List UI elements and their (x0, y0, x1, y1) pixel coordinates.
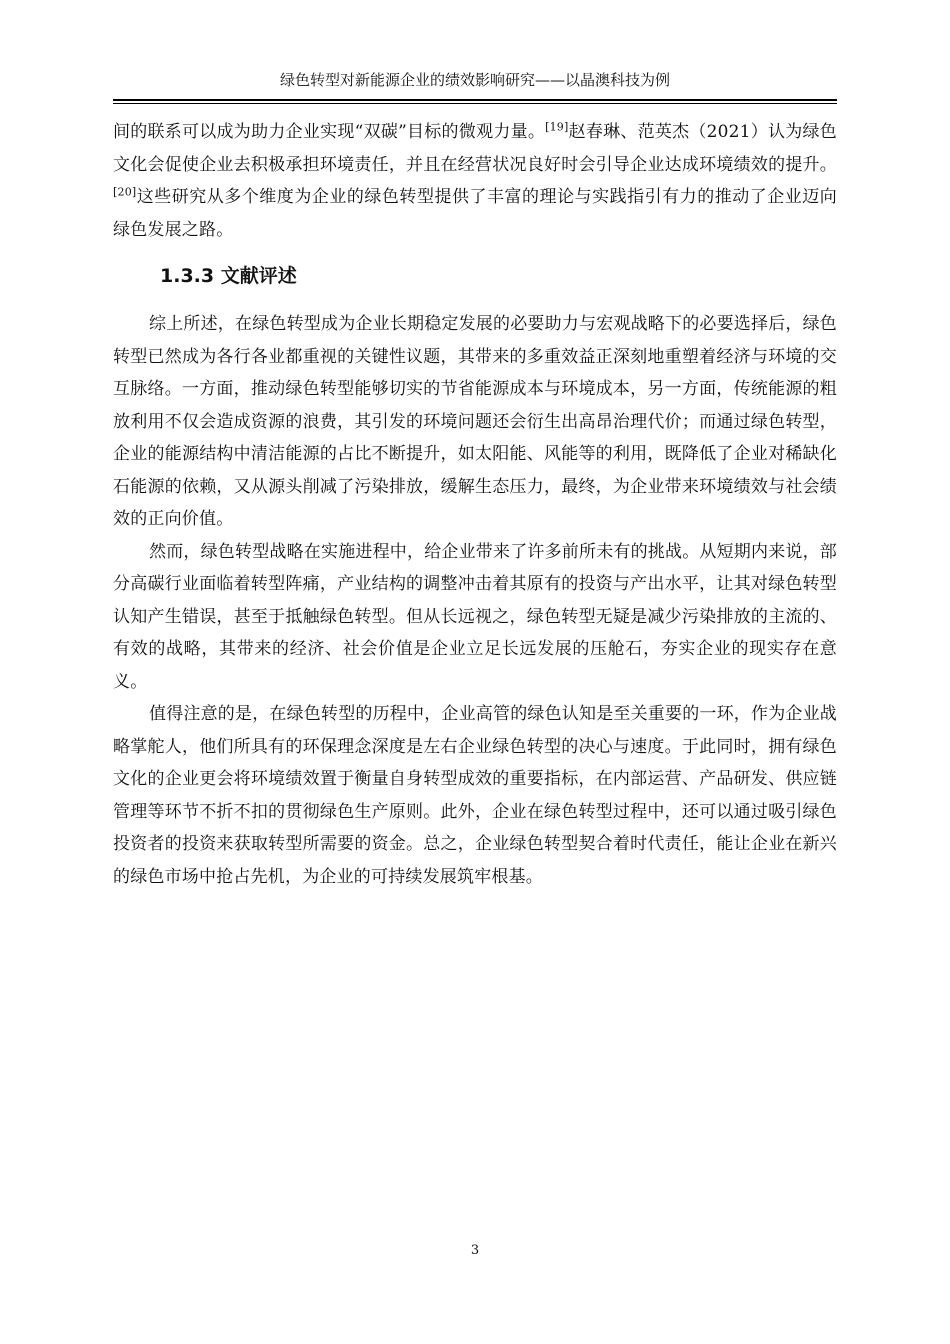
paragraph-executive-cognition: 值得注意的是，在绿色转型的历程中，企业高管的绿色认知是至关重要的一环，作为企业战略掌舵人，他们所具有的环保理念深度是左右企业绿色转型的决心与速度。于此同时，拥有绿色文化的企业更会将环境绩效置于衡量自身转型成效的重要指标，在内部运营、产品研发、供应链管理等环节不折不扣的贯彻绿色生产原则。此外，企业在绿色转型过程中，还可以通过吸引绿色投资者的投资来获取转型所需要的资金。总之，企业绿色转型契合着时代责任，能让企业在新兴的绿色市场中抢占先机，为企业的可持续发展筑牢根基。 (113, 704, 837, 887)
continuation-block (113, 116, 837, 246)
header-rule-thin (113, 103, 837, 104)
header-rule-thick (113, 99, 837, 101)
literature-review-body (113, 308, 837, 893)
continuation-paragraph (113, 116, 837, 246)
continuation-text-2: 赵春琳、范英杰（2021）认为绿色文化会促使企业去积极承担环境责任，并且在经营状况良好时会引导企业达成环境绩效的提升。 (113, 122, 837, 175)
section-heading: 1.3.3 文献评述 (160, 265, 297, 287)
paragraph-challenges: 然而，绿色转型战略在实施进程中，给企业带来了许多前所未有的挑战。从短期内来说，部分高碳行业面临着转型阵痛，产业结构的调整冲击着其原有的投资与产出水平，让其对绿色转型认知产生错误，甚至于抵触绿色转型。但从长远视之，绿色转型无疑是减少污染排放的主流的、有效的战略，其带来的经济、社会价值是企业立足长远发展的压舱石，夯实企业的现实存在意义。 (113, 541, 837, 692)
citation-ref-19: [19] (545, 120, 569, 134)
citation-ref-20: [20] (113, 185, 137, 199)
page-number: 3 (470, 1243, 480, 1258)
paragraph-summary: 综上所述，在绿色转型成为企业长期稳定发展的必要助力与宏观战略下的必要选择后，绿色转型已然成为各行各业都重视的关键性议题，其带来的多重效益正深刻地重塑着经济与环境的交互脉络。一方面，推动绿色转型能够切实的节省能源成本与环境成本，另一方面，传统能源的粗放利用不仅会造成资源的浪费，其引发的环境问题还会衍生出高昂治理代价；而通过绿色转型，企业的能源结构中清洁能源的占比不断提升，如太阳能、风能等的利用，既降低了企业对稀缺化石能源的依赖，又从源头削减了污染排放，缓解生态压力，最终，为企业带来环境绩效与社会绩效的正向价值。 (113, 314, 837, 529)
running-header: 绿色转型对新能源企业的绩效影响研究——以晶澳科技为例 (279, 71, 670, 89)
continuation-text-3: 这些研究从多个维度为企业的绿色转型提供了丰富的理论与实践指引有力的推动了企业迈向绿色发展之路。 (113, 187, 837, 240)
continuation-text-1: 间的联系可以成为助力企业实现“双碳”目标的微观力量。 (113, 122, 546, 142)
